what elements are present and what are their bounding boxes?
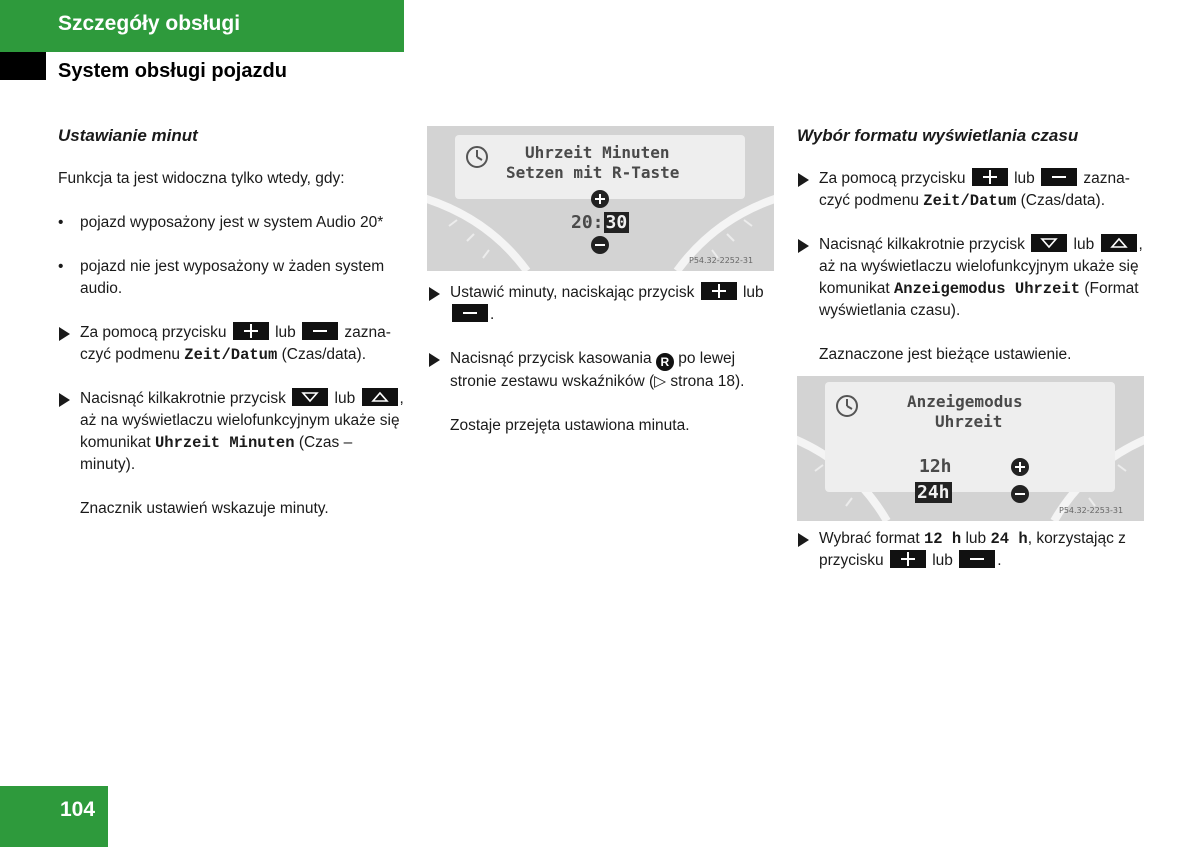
chapter-tab bbox=[0, 52, 46, 80]
plus-key-icon bbox=[233, 322, 269, 340]
instruction-step: Za pomocą przycisku lub zazna-czyć podmenu Zeit/Datum (Czas/data). bbox=[797, 168, 1147, 212]
display-line-2: Setzen mit R-Taste bbox=[506, 163, 680, 182]
format-option: 12 h bbox=[923, 530, 962, 548]
plus-circle-icon bbox=[1011, 458, 1029, 476]
display-message: Anzeigemodus Uhrzeit bbox=[893, 280, 1080, 298]
display-line-2: Uhrzeit bbox=[935, 412, 1003, 431]
step-arrow-icon bbox=[798, 173, 809, 187]
column-right-lower bbox=[797, 528, 1147, 594]
plus-key-icon bbox=[972, 168, 1008, 186]
minutes-selected: 30 bbox=[605, 212, 628, 233]
instruction-step: Nacisnąć kilkakrotnie przycisk lub , aż na wyświetlaczu wielofunkcyjnym ukaże się komunikat Uhrzeit Minuten (Czas – minuty). bbox=[58, 388, 408, 476]
step-arrow-icon bbox=[59, 393, 70, 407]
clock-icon bbox=[833, 392, 861, 420]
image-code: P54.32-2252-31 bbox=[689, 256, 754, 265]
step-arrow-icon bbox=[429, 353, 440, 367]
column-middle bbox=[428, 282, 778, 459]
instruction-step: Wybrać format 12 h lub 24 h, korzystając z przycisku lub . bbox=[797, 528, 1147, 572]
reset-button-icon: R bbox=[656, 353, 674, 371]
minus-key-icon bbox=[1041, 168, 1077, 186]
down-arrow-key-icon bbox=[1031, 234, 1067, 252]
image-code: P54.32-2253-31 bbox=[1059, 506, 1124, 515]
display-panel bbox=[825, 382, 1115, 503]
column-right bbox=[797, 124, 1147, 388]
page-number: 104 bbox=[60, 798, 96, 821]
format-option: 24 h bbox=[990, 530, 1028, 548]
note-text: Zaznaczone jest bieżące ustawienie. bbox=[819, 346, 1072, 363]
menu-name: Zeit/Datum bbox=[184, 346, 278, 364]
section-title: Szczegóły obsługi bbox=[58, 12, 241, 35]
instruction-step: Nacisnąć przycisk kasowania R po lewej stronie zestawu wskaźników (▷ strona 18). bbox=[428, 348, 778, 393]
time-value: 20: 30 bbox=[571, 212, 628, 233]
display-line-1: Uhrzeit Minuten bbox=[525, 143, 670, 162]
note-text: Znacznik ustawień wskazuje minuty. bbox=[80, 500, 329, 517]
minus-circle-icon bbox=[591, 236, 609, 254]
display-image-minutes bbox=[427, 126, 774, 271]
heading-set-minutes: Ustawianie minut bbox=[58, 126, 198, 145]
intro-text: Funkcja ta jest widoczna tylko wtedy, gdy: bbox=[58, 170, 345, 187]
step-arrow-icon bbox=[429, 287, 440, 301]
display-message: Uhrzeit Minuten bbox=[154, 434, 295, 452]
display-line-1: Anzeigemodus bbox=[907, 392, 1023, 411]
instruction-step: Nacisnąć kilkakrotnie przycisk lub , aż na wyświetlaczu wielofunkcyjnym ukaże się komunikat Anzeigemodus Uhrzeit (Format wyświetlania czasu). bbox=[797, 234, 1147, 322]
down-arrow-key-icon bbox=[292, 388, 328, 406]
list-item: • pojazd wyposażony jest w system Audio 20* bbox=[58, 214, 384, 231]
up-arrow-key-icon bbox=[1101, 234, 1137, 252]
clock-icon bbox=[463, 143, 491, 171]
step-arrow-icon bbox=[798, 533, 809, 547]
step-arrow-icon bbox=[798, 239, 809, 253]
list-item: • pojazd nie jest wyposażony w żaden system audio. bbox=[58, 258, 385, 297]
up-arrow-key-icon bbox=[362, 388, 398, 406]
instruction-step: Ustawić minuty, naciskając przycisk lub . bbox=[428, 282, 778, 326]
result-text: Zostaje przejęta ustawiona minuta. bbox=[450, 417, 690, 434]
option-24h-selected: 24h bbox=[917, 482, 950, 503]
column-left bbox=[58, 124, 408, 542]
minus-key-icon bbox=[452, 304, 488, 322]
menu-name: Zeit/Datum bbox=[923, 192, 1017, 210]
plus-key-icon bbox=[701, 282, 737, 300]
option-12h: 12h bbox=[919, 456, 952, 477]
plus-key-icon bbox=[890, 550, 926, 568]
instruction-step: Za pomocą przycisku lub zazna-czyć podmenu Zeit/Datum (Czas/data). bbox=[58, 322, 408, 366]
subsection-title: System obsługi pojazdu bbox=[58, 60, 287, 82]
heading-time-format: Wybór formatu wyświetlania czasu bbox=[797, 126, 1079, 145]
minus-key-icon bbox=[959, 550, 995, 568]
minus-circle-icon bbox=[1011, 485, 1029, 503]
minus-key-icon bbox=[302, 322, 338, 340]
step-arrow-icon bbox=[59, 327, 70, 341]
plus-circle-icon bbox=[591, 190, 609, 208]
display-image-time-format bbox=[797, 376, 1144, 521]
